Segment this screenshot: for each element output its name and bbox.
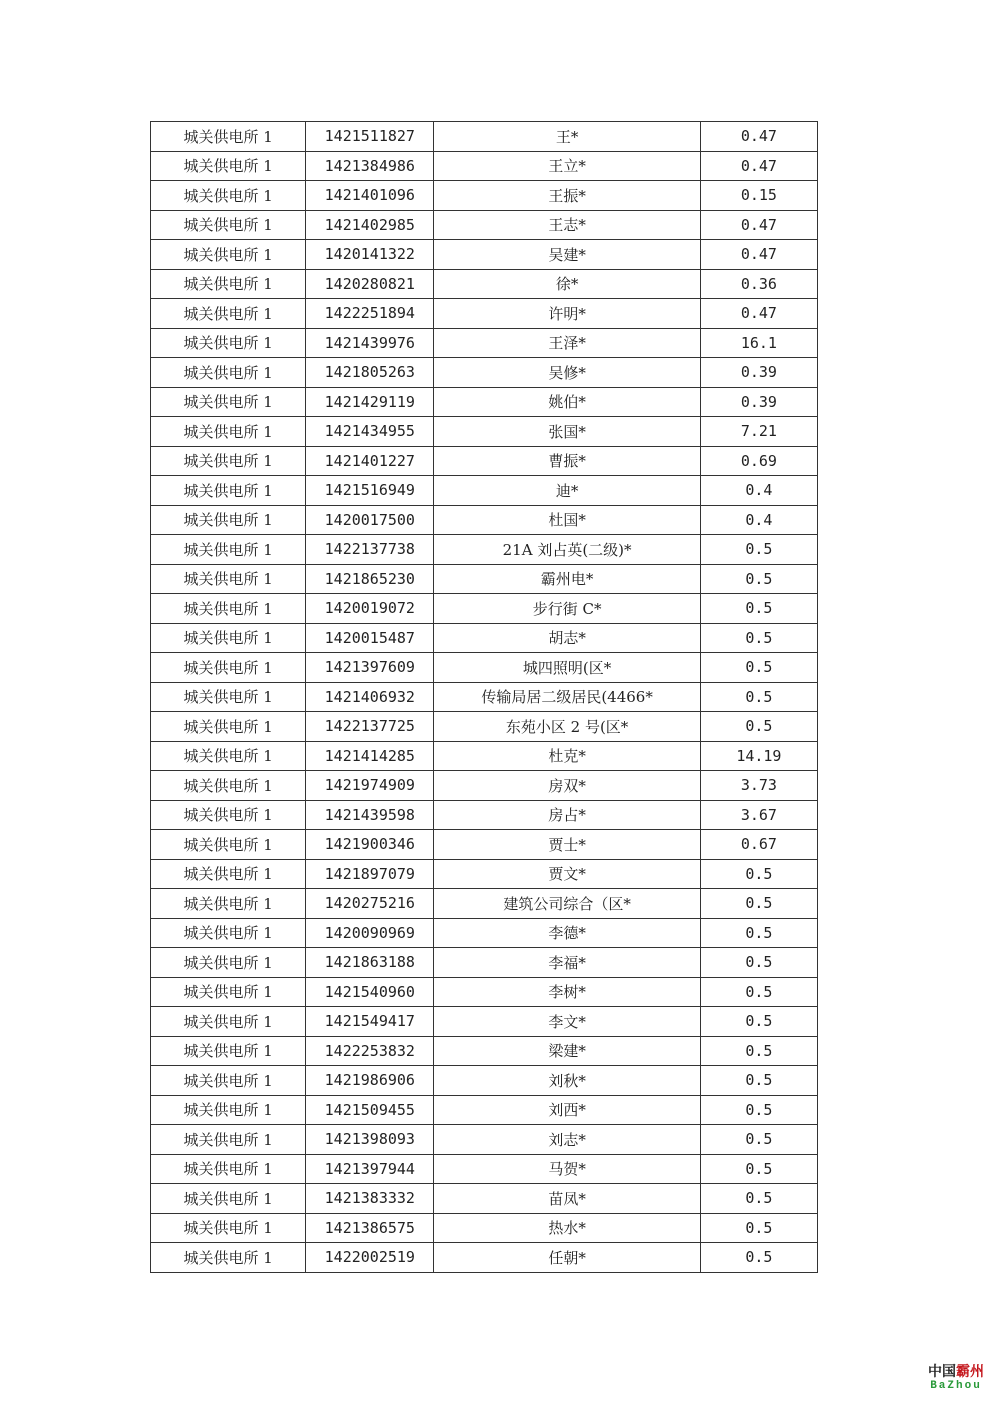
table-row <box>151 181 818 211</box>
amount-cell: 0.36 <box>700 269 817 299</box>
amount-cell: 0.47 <box>700 151 817 181</box>
amount-cell: 0.5 <box>700 1184 817 1214</box>
table-row <box>151 1066 818 1096</box>
station-cell: 城关供电所 1 <box>151 682 306 712</box>
account-number-cell: 1421549417 <box>306 1007 434 1037</box>
table-row <box>151 918 818 948</box>
station-cell: 城关供电所 1 <box>151 535 306 565</box>
amount-cell: 0.47 <box>700 210 817 240</box>
customer-name-cell: 建筑公司综合（区* <box>434 889 700 919</box>
customer-name-cell: 许明* <box>434 299 700 329</box>
table-row <box>151 210 818 240</box>
bazhou-logo <box>928 1365 984 1392</box>
account-number-cell: 1421516949 <box>306 476 434 506</box>
customer-name-cell: 李福* <box>434 948 700 978</box>
logo-title <box>928 1365 984 1379</box>
amount-cell: 0.5 <box>700 682 817 712</box>
amount-cell: 0.5 <box>700 535 817 565</box>
station-cell: 城关供电所 1 <box>151 948 306 978</box>
station-cell: 城关供电所 1 <box>151 771 306 801</box>
account-number-cell: 1422253832 <box>306 1036 434 1066</box>
table-row <box>151 594 818 624</box>
account-number-cell: 1420141322 <box>306 240 434 270</box>
station-cell: 城关供电所 1 <box>151 830 306 860</box>
table-row <box>151 328 818 358</box>
customer-name-cell: 姚伯* <box>434 387 700 417</box>
table-row <box>151 1154 818 1184</box>
account-number-cell: 1420280821 <box>306 269 434 299</box>
customer-name-cell: 杜国* <box>434 505 700 535</box>
station-cell: 城关供电所 1 <box>151 1243 306 1273</box>
customer-name-cell: 杜克* <box>434 741 700 771</box>
table-row <box>151 151 818 181</box>
table-row <box>151 653 818 683</box>
amount-cell: 0.5 <box>700 712 817 742</box>
table-row <box>151 1036 818 1066</box>
amount-cell: 0.4 <box>700 476 817 506</box>
table-row <box>151 859 818 889</box>
station-cell: 城关供电所 1 <box>151 859 306 889</box>
station-cell: 城关供电所 1 <box>151 299 306 329</box>
customer-name-cell: 房占* <box>434 800 700 830</box>
amount-cell: 0.5 <box>700 1243 817 1273</box>
account-number-cell: 1421429119 <box>306 387 434 417</box>
amount-cell: 14.19 <box>700 741 817 771</box>
customer-name-cell: 马贺* <box>434 1154 700 1184</box>
customer-name-cell: 王立* <box>434 151 700 181</box>
amount-cell: 0.47 <box>700 240 817 270</box>
amount-cell: 0.5 <box>700 564 817 594</box>
amount-cell: 0.5 <box>700 623 817 653</box>
account-number-cell: 1421439598 <box>306 800 434 830</box>
amount-cell: 0.5 <box>700 653 817 683</box>
account-number-cell: 1421540960 <box>306 977 434 1007</box>
amount-cell: 0.5 <box>700 859 817 889</box>
customer-name-cell: 李树* <box>434 977 700 1007</box>
account-number-cell: 1421897079 <box>306 859 434 889</box>
account-number-cell: 1421863188 <box>306 948 434 978</box>
customer-name-cell: 刘志* <box>434 1125 700 1155</box>
station-cell: 城关供电所 1 <box>151 1007 306 1037</box>
table-row <box>151 358 818 388</box>
customer-name-cell: 贾文* <box>434 859 700 889</box>
station-cell: 城关供电所 1 <box>151 1095 306 1125</box>
amount-cell: 0.5 <box>700 1007 817 1037</box>
table-row <box>151 476 818 506</box>
station-cell: 城关供电所 1 <box>151 918 306 948</box>
customer-name-cell: 张国* <box>434 417 700 447</box>
amount-cell: 0.5 <box>700 977 817 1007</box>
account-number-cell: 1421383332 <box>306 1184 434 1214</box>
amount-cell: 0.5 <box>700 1066 817 1096</box>
customer-name-cell: 吴建* <box>434 240 700 270</box>
station-cell: 城关供电所 1 <box>151 1154 306 1184</box>
table-row <box>151 1243 818 1273</box>
table-row <box>151 505 818 535</box>
table-row <box>151 417 818 447</box>
account-number-cell: 1422137738 <box>306 535 434 565</box>
account-number-cell: 1421986906 <box>306 1066 434 1096</box>
station-cell: 城关供电所 1 <box>151 240 306 270</box>
table-row <box>151 299 818 329</box>
station-cell: 城关供电所 1 <box>151 623 306 653</box>
table-row <box>151 1095 818 1125</box>
station-cell: 城关供电所 1 <box>151 1184 306 1214</box>
amount-cell: 0.39 <box>700 387 817 417</box>
amount-cell: 0.5 <box>700 594 817 624</box>
amount-cell: 0.5 <box>700 1213 817 1243</box>
station-cell: 城关供电所 1 <box>151 594 306 624</box>
amount-cell: 0.67 <box>700 830 817 860</box>
amount-cell: 0.5 <box>700 1125 817 1155</box>
account-number-cell: 1421439976 <box>306 328 434 358</box>
customer-name-cell: 步行街 C* <box>434 594 700 624</box>
table-row <box>151 535 818 565</box>
account-number-cell: 1421434955 <box>306 417 434 447</box>
table-body <box>151 122 818 1273</box>
customer-name-cell: 苗凤* <box>434 1184 700 1214</box>
account-number-cell: 1420275216 <box>306 889 434 919</box>
account-number-cell: 1421402985 <box>306 210 434 240</box>
station-cell: 城关供电所 1 <box>151 889 306 919</box>
table-row <box>151 771 818 801</box>
table-row <box>151 1213 818 1243</box>
customer-name-cell: 城四照明(区* <box>434 653 700 683</box>
table-row <box>151 800 818 830</box>
account-number-cell: 1421509455 <box>306 1095 434 1125</box>
amount-cell: 0.5 <box>700 1154 817 1184</box>
customer-name-cell: 房双* <box>434 771 700 801</box>
customer-name-cell: 胡志* <box>434 623 700 653</box>
account-number-cell: 1420090969 <box>306 918 434 948</box>
station-cell: 城关供电所 1 <box>151 800 306 830</box>
customer-name-cell: 王* <box>434 122 700 152</box>
customer-name-cell: 21A 刘占英(二级)* <box>434 535 700 565</box>
station-cell: 城关供电所 1 <box>151 1036 306 1066</box>
table-row <box>151 269 818 299</box>
table-row <box>151 240 818 270</box>
account-number-cell: 1421398093 <box>306 1125 434 1155</box>
station-cell: 城关供电所 1 <box>151 1213 306 1243</box>
customer-name-cell: 李文* <box>434 1007 700 1037</box>
station-cell: 城关供电所 1 <box>151 151 306 181</box>
account-number-cell: 1421406932 <box>306 682 434 712</box>
amount-cell: 0.5 <box>700 918 817 948</box>
amount-cell: 0.4 <box>700 505 817 535</box>
station-cell: 城关供电所 1 <box>151 269 306 299</box>
amount-cell: 7.21 <box>700 417 817 447</box>
account-number-cell: 1421397944 <box>306 1154 434 1184</box>
table-row <box>151 1184 818 1214</box>
amount-cell: 0.5 <box>700 1036 817 1066</box>
table-row <box>151 446 818 476</box>
account-number-cell: 1422002519 <box>306 1243 434 1273</box>
station-cell: 城关供电所 1 <box>151 358 306 388</box>
station-cell: 城关供电所 1 <box>151 210 306 240</box>
station-cell: 城关供电所 1 <box>151 741 306 771</box>
account-number-cell: 1421974909 <box>306 771 434 801</box>
customer-name-cell: 吴修* <box>434 358 700 388</box>
account-number-cell: 1420017500 <box>306 505 434 535</box>
account-number-cell: 1422137725 <box>306 712 434 742</box>
station-cell: 城关供电所 1 <box>151 505 306 535</box>
account-number-cell: 1421401096 <box>306 181 434 211</box>
table-row <box>151 387 818 417</box>
customer-name-cell: 徐* <box>434 269 700 299</box>
customer-name-cell: 东苑小区 2 号(区* <box>434 712 700 742</box>
table-row <box>151 682 818 712</box>
customer-name-cell: 王泽* <box>434 328 700 358</box>
table-row <box>151 889 818 919</box>
account-number-cell: 1421384986 <box>306 151 434 181</box>
station-cell: 城关供电所 1 <box>151 653 306 683</box>
data-table <box>150 121 818 1273</box>
account-number-cell: 1421511827 <box>306 122 434 152</box>
account-number-cell: 1421401227 <box>306 446 434 476</box>
account-number-cell: 1421386575 <box>306 1213 434 1243</box>
customer-name-cell: 任朝* <box>434 1243 700 1273</box>
table-row <box>151 830 818 860</box>
table-row <box>151 564 818 594</box>
account-number-cell: 1421805263 <box>306 358 434 388</box>
amount-cell: 0.47 <box>700 122 817 152</box>
amount-cell: 3.67 <box>700 800 817 830</box>
station-cell: 城关供电所 1 <box>151 181 306 211</box>
table-row <box>151 977 818 1007</box>
customer-name-cell: 热水* <box>434 1213 700 1243</box>
station-cell: 城关供电所 1 <box>151 417 306 447</box>
customer-name-cell: 梁建* <box>434 1036 700 1066</box>
station-cell: 城关供电所 1 <box>151 387 306 417</box>
amount-cell: 0.69 <box>700 446 817 476</box>
station-cell: 城关供电所 1 <box>151 476 306 506</box>
logo-text-china: 中国 <box>928 1364 956 1380</box>
customer-name-cell: 刘秋* <box>434 1066 700 1096</box>
table-row <box>151 623 818 653</box>
customer-name-cell: 王志* <box>434 210 700 240</box>
account-number-cell: 1421397609 <box>306 653 434 683</box>
account-number-cell: 1421414285 <box>306 741 434 771</box>
customer-name-cell: 贾士* <box>434 830 700 860</box>
amount-cell: 0.47 <box>700 299 817 329</box>
amount-cell: 0.5 <box>700 889 817 919</box>
logo-text-bazhou: 霸州 <box>956 1364 984 1380</box>
customer-name-cell: 传输局居二级居民(4466* <box>434 682 700 712</box>
account-number-cell: 1420019072 <box>306 594 434 624</box>
station-cell: 城关供电所 1 <box>151 564 306 594</box>
table-row <box>151 712 818 742</box>
amount-cell: 0.5 <box>700 1095 817 1125</box>
amount-cell: 0.39 <box>700 358 817 388</box>
customer-name-cell: 刘西* <box>434 1095 700 1125</box>
amount-cell: 0.15 <box>700 181 817 211</box>
station-cell: 城关供电所 1 <box>151 977 306 1007</box>
account-number-cell: 1421900346 <box>306 830 434 860</box>
customer-name-cell: 迪* <box>434 476 700 506</box>
customer-name-cell: 曹振* <box>434 446 700 476</box>
table-row <box>151 948 818 978</box>
station-cell: 城关供电所 1 <box>151 712 306 742</box>
account-number-cell: 1420015487 <box>306 623 434 653</box>
amount-cell: 0.5 <box>700 948 817 978</box>
account-number-cell: 1422251894 <box>306 299 434 329</box>
amount-cell: 3.73 <box>700 771 817 801</box>
logo-subtitle: BaZhou <box>930 1380 982 1392</box>
customer-name-cell: 霸州电* <box>434 564 700 594</box>
table-row <box>151 1007 818 1037</box>
amount-cell: 16.1 <box>700 328 817 358</box>
station-cell: 城关供电所 1 <box>151 1066 306 1096</box>
station-cell: 城关供电所 1 <box>151 122 306 152</box>
table-row <box>151 741 818 771</box>
table-row <box>151 1125 818 1155</box>
customer-name-cell: 李德* <box>434 918 700 948</box>
account-number-cell: 1421865230 <box>306 564 434 594</box>
station-cell: 城关供电所 1 <box>151 1125 306 1155</box>
table-row <box>151 122 818 152</box>
station-cell: 城关供电所 1 <box>151 328 306 358</box>
station-cell: 城关供电所 1 <box>151 446 306 476</box>
customer-name-cell: 王振* <box>434 181 700 211</box>
